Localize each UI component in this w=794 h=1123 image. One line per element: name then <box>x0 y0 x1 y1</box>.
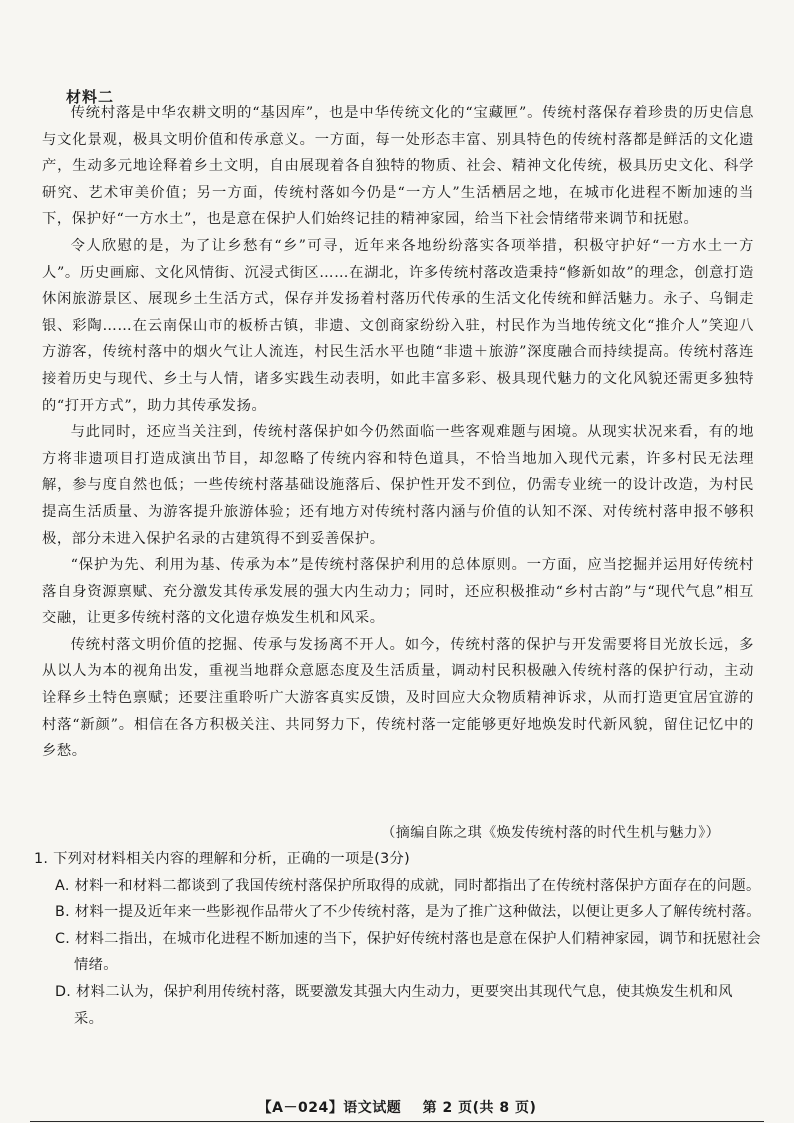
option-b: B. 材料一提及近年来一些影视作品带火了不少传统村落，是为了推广这种做法，以便让更多人了解传统村落。 <box>55 904 761 921</box>
source-citation: （摘编自陈之琪《焕发传统村落的时代生机与魅力》） <box>381 825 720 841</box>
question-stem: 1. 下列对材料相关内容的理解和分析，正确的一项是(3分) <box>34 851 410 867</box>
exam-code: 【A－024】语文试题 <box>257 1100 402 1116</box>
option-a: A. 材料一和材料二都谈到了我国传统村落保护所取得的成就，同时都指出了在传统村落保护方面存在的问题。 <box>55 877 761 894</box>
paragraph-1: 传统村落是中华农耕文明的“基因库”，也是中华传统文化的“宝藏匣”。传统村落保存着珍贵的历史信息与文化景观，极具文明价值和传承意义。一方面，每一处形态丰富、别具特色的传统村落都是鲜活的文化遗产，生动多元地诠释着乡土文明，自由展现着各自独特的物质、社会、精神文化传统，极具历史文化、科学研究、艺术审美价值；另一方面，传统村落如今仍是“一方人”生活栖居之地，在城市化进程不断加速的当下，保护好“一方水土”，也是意在保护人们始终记挂的精神家园，给当下社会情绪带来调节和抚慰。 <box>42 105 754 228</box>
bottom-rule <box>30 1121 764 1122</box>
paragraph-3: 与此同时，还应当关注到，传统村落保护如今仍然面临一些客观难题与困境。从现实状况来看，有的地方将非遗项目打造成演出节目，却忽略了传统内容和特色道具，不恰当地加入现代元素，许多村民无法理解，参与度自然也低；一些传统村落基础设施落后、保护性开发不到位，仍需专业统一的设计改造，为村民提高生活质量、为游客提升旅游体验；还有地方对传统村落内涵与价值的认知不深、对传统村落申报不够积极，部分未进入保护名录的古建筑得不到妥善保护。 <box>42 424 754 547</box>
paragraph-4: “保护为先、利用为基、传承为本”是传统村落保护利用的总体原则。一方面，应当挖掘并运用好传统村落自身资源禀赋、充分激发其传承发展的强大内生动力；同时，还应积极推动“乡村古韵”与“现代气息”相互交融，让更多传统村落的文化遗存焕发生机和风采。 <box>42 557 754 627</box>
paragraph-2: 令人欣慰的是，为了让乡愁有“乡”可寻，近年来各地纷纷落实各项举措，积极守护好“一方水土一方人”。历史画廊、文化风情街、沉浸式街区……在湖北，许多传统村落改造秉持“修新如故”的理念，创意打造休闲旅游景区、展现乡土生活方式，保存并发扬着村落历代传承的生活文化传统和鲜活魅力。永子、乌铜走银、彩陶……在云南保山市的板桥古镇，非遗、文创商家纷纷入驻，村民作为当地传统文化“推介人”笑迎八方游客，传统村落中的烟火气让人流连，村民生活水平也随“非遗＋旅游”深度融合而持续提高。传统村落连接着历史与现代、乡土与人情，诸多实践生动表明，如此丰富多彩、极具现代魅力的文化风貌还需更多独特的“打开方式”，助力其传承发扬。 <box>42 237 754 414</box>
material-two-text <box>42 100 754 765</box>
page-number: 第 2 页(共 8 页) <box>422 1100 537 1116</box>
option-d: D. 材料二认为，保护利用传统村落，既要激发其强大内生动力，更要突出其现代气息，使其焕发生机和风采。 <box>55 983 733 1027</box>
question-1 <box>34 820 762 1032</box>
page-footer <box>0 1097 794 1117</box>
option-c: C. 材料二指出，在城市化进程不断加速的当下，保护好传统村落也是意在保护人们精神家园，调节和抚慰社会情绪。 <box>55 930 762 974</box>
paragraph-5: 传统村落文明价值的挖掘、传承与发扬离不开人。如今，传统村落的保护与开发需要将目光放长远，多从以人为本的视角出发，重视当地群众意愿态度及生活质量，调动村民积极融入传统村落的保护行动，主动诠释乡土特色禀赋；还要注重聆听广大游客真实反馈，及时回应大众物质精神诉求，从而打造更宜居宜游的村落“新颜”。相信在各方积极关注、共同努力下，传统村落一定能够更好地焕发时代新风貌，留住记忆中的乡愁。 <box>42 636 754 760</box>
section-heading: 材料二 <box>66 88 115 106</box>
